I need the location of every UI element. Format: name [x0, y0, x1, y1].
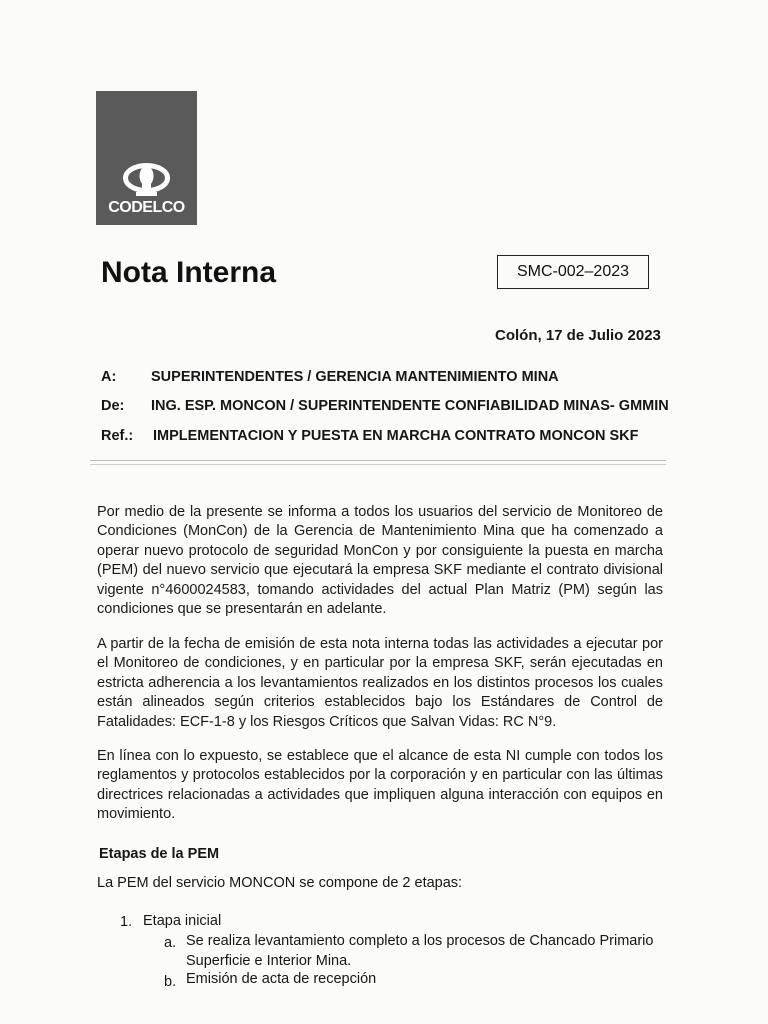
stage-number: 1. — [120, 914, 133, 930]
subitem-letter-b: b. — [164, 974, 177, 990]
page-title: Nota Interna — [101, 256, 277, 289]
section-title: Etapas de la PEM — [99, 846, 220, 862]
subitem-b-text: Emisión de acta de recepción — [186, 971, 377, 987]
reference-code-box: SMC-002–2023 — [497, 255, 649, 289]
subitem-a-line2: Superficie e Interior Mina. — [186, 953, 352, 969]
document-date: Colón, 17 de Julio 2023 — [495, 327, 661, 344]
stage-label: Etapa inicial — [143, 913, 222, 929]
ref-value: IMPLEMENTACION Y PUESTA EN MARCHA CONTRATO MONCON SKF — [153, 428, 639, 444]
subitem-a-line1: Se realiza levantamiento completo a los procesos de Chancado Primario — [186, 933, 654, 949]
from-value: ING. ESP. MONCON / SUPERINTENDENTE CONFIABILIDAD MINAS- GMMIN — [151, 398, 669, 414]
section-intro: La PEM del servicio MONCON se compone de 2 etapas: — [97, 875, 463, 891]
codelco-emblem-icon — [122, 163, 171, 197]
codelco-logo — [96, 91, 197, 225]
body-paragraph-2: A partir de la fecha de emisión de esta nota interna todas las actividades a ejecutar por el Monitoreo de condiciones, y en particular por la empresa SKF, serán ejecutadas en estricta adherencia a los levantamientos realizados en los distintos procesos los cuales están alineados según criterios establecidos bajo los Estándares de Control de Fatalidades: ECF-1-8 y los Riesgos Críticos que Salvan Vidas: RC N°9. — [97, 636, 663, 730]
body-paragraph-1: Por medio de la presente se informa a todos los usuarios del servicio de Monitoreo de Condiciones (MonCon) de la Gerencia de Mantenimiento Mina que ha comenzado a operar nuevo protocolo de seguridad MonCon y por consiguiente la puesta en marcha (PEM) del nuevo servicio que ejecutará la empresa SKF mediante el contrato divisional vigente n°4600024583, tomando actividades del actual Plan Matriz (PM) según las condiciones que se presentarán en adelante. — [97, 504, 663, 618]
logo-wordmark: CODELCO — [108, 199, 185, 216]
from-label: De: — [101, 398, 125, 414]
header-divider-secondary — [90, 464, 666, 465]
to-label: A: — [101, 369, 117, 385]
ref-label: Ref.: — [101, 428, 134, 444]
body-paragraph-3: En línea con lo expuesto, se establece que el alcance de esta NI cumple con todos los reglamentos y protocolos establecidos por la corporación y en particular con las últimas directrices relacionadas a actividades que impliquen alguna interacción con equipos en movimiento. — [97, 748, 663, 823]
subitem-letter-a: a. — [164, 935, 177, 951]
header-divider — [90, 460, 666, 461]
to-value: SUPERINTENDENTES / GERENCIA MANTENIMIENTO MINA — [151, 369, 559, 385]
